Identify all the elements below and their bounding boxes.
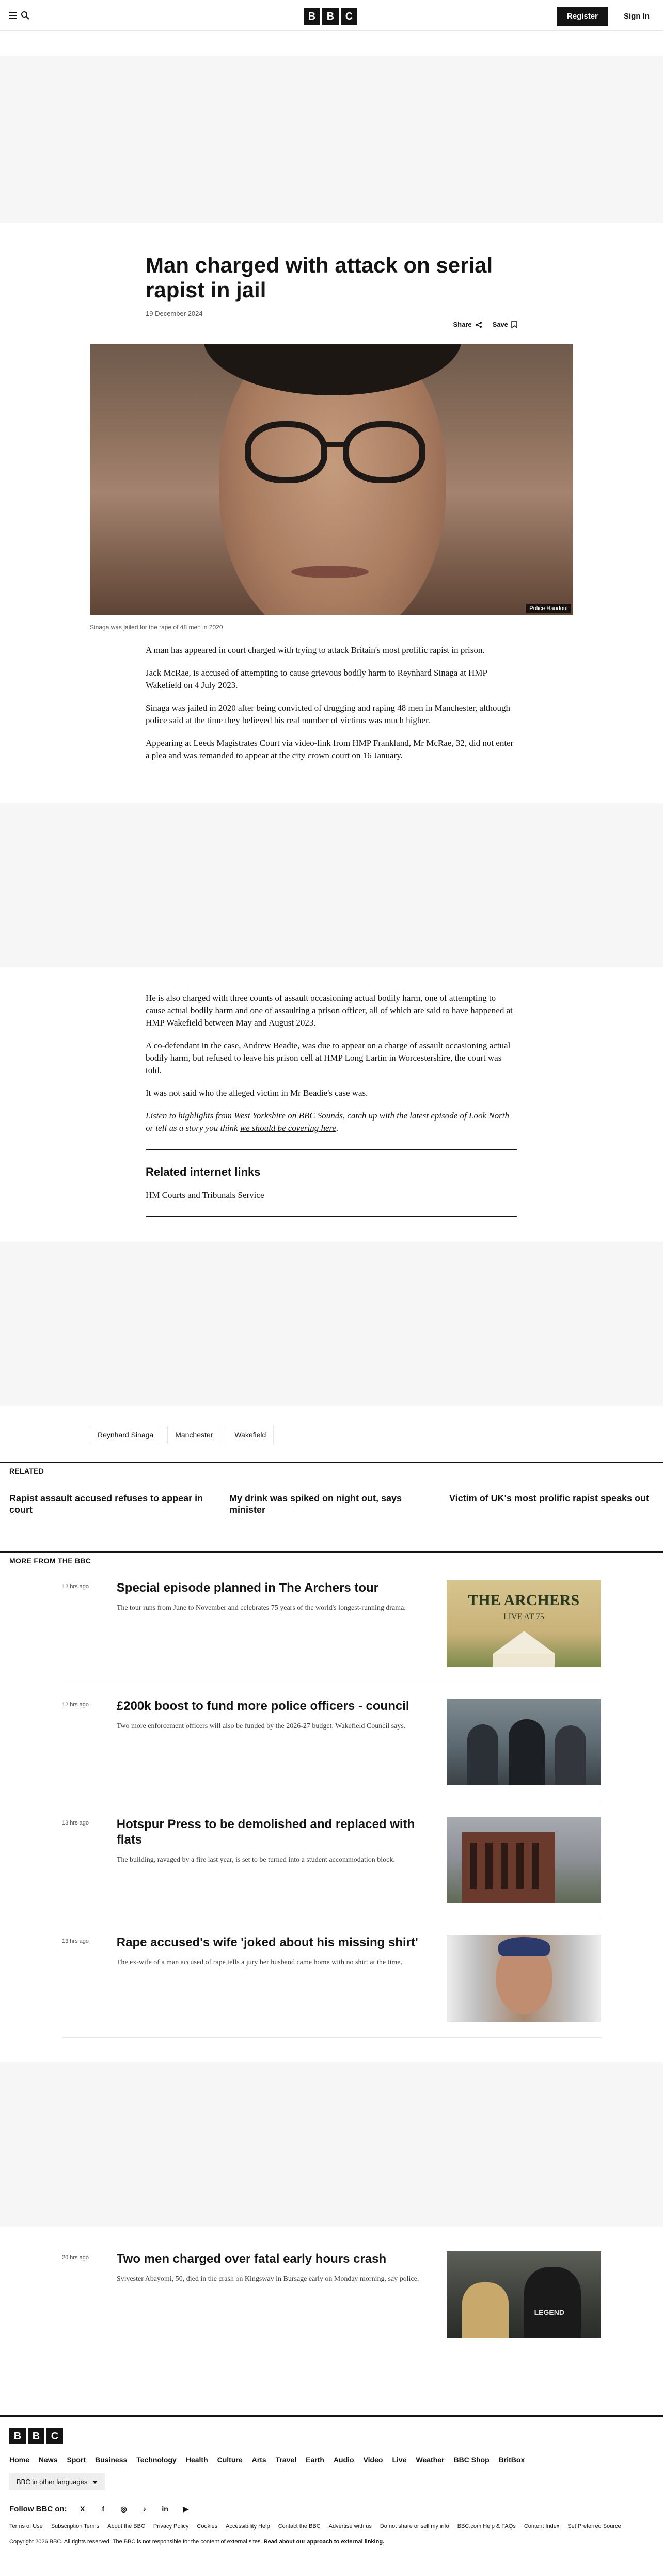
footer-nav [9,2456,654,2464]
legal-cookies[interactable]: Cookies [197,2523,218,2530]
legal-contact-bbc[interactable]: Contact the BBC [278,2523,321,2530]
advertisement-slot-top [0,56,663,223]
related-internet-links-title: Related internet links [146,1165,261,1178]
advertisement-slot-mid [0,803,663,967]
listen-middle: , catch up with the latest [342,1111,431,1121]
story-image-building [447,1817,601,1903]
image-caption: Sinaga was jailed for the rape of 48 men in 2020 [90,623,223,631]
paragraph: A man has appeared in court charged with trying to attack Britain's most prolific rapist in prison. [146,645,485,655]
photo-mouth [291,566,369,578]
story-card[interactable] [62,1935,601,2038]
footer-nav-travel[interactable]: Travel [275,2456,297,2464]
story-timestamp: 13 hrs ago [62,1820,89,1826]
other-languages-label: BBC in other languages [17,2478,88,2486]
story-timestamp: 12 hrs ago [62,1583,89,1590]
portrait-cap [498,1937,550,1956]
tent-base [493,1654,555,1667]
photo-glasses-bridge [323,442,348,447]
tent-shape [493,1631,555,1654]
story-image-archers [447,1580,601,1667]
footer-bbc-logo[interactable] [9,2428,654,2444]
photo-glasses-left [245,421,327,483]
story-image-police [447,1699,601,1785]
paragraph: It was not said who the alleged victim in Mr Beadie's case was. [146,1088,368,1098]
crash-person-left [462,2282,509,2338]
look-north-link[interactable]: episode of Look North [431,1111,509,1121]
logo-letter-c: C [46,2428,63,2444]
tag-manchester[interactable]: Manchester [167,1426,220,1444]
archers-title: THE ARCHERS [468,1592,580,1609]
footer-nav-arts[interactable]: Arts [251,2456,266,2464]
story-description: The ex-wife of a man accused of rape tells a jury her husband came home with no shirt at the time. [116,1959,402,1966]
legal-content-index[interactable]: Content Index [524,2523,560,2530]
story-title[interactable]: Rape accused's wife 'joked about his missing shirt' [116,1935,418,1949]
person-right [555,1725,586,1785]
logo-letter-b2: B [322,8,339,25]
story-description: The building, ravaged by a fire last year, is set to be turned into a student accommodation block. [116,1856,395,1864]
tag-wakefield[interactable]: Wakefield [227,1426,274,1444]
story-card[interactable] [62,2251,601,2354]
copyright-text: Copyright 2026 BBC. All rights reserved. The BBC is not responsible for the content of external sites. [9,2539,262,2545]
save-label: Save [492,321,508,328]
other-languages-dropdown[interactable] [9,2473,105,2490]
story-timestamp: 20 hrs ago [62,2254,89,2261]
story-title[interactable]: Two men charged over fatal early hours crash [116,2252,387,2266]
legal-privacy-policy[interactable]: Privacy Policy [153,2523,189,2530]
footer-nav-sport[interactable]: Sport [67,2456,86,2464]
related-label: RELATED [9,1467,44,1475]
article-body-bottom [146,992,517,1134]
footer-nav-earth[interactable]: Earth [306,2456,324,2464]
copyright [9,2539,654,2545]
facebook-icon[interactable]: f [102,2505,104,2513]
chevron-down-icon [92,2481,98,2484]
related-story[interactable]: Rapist assault accused refuses to appear in court [9,1493,203,1515]
register-button[interactable]: Register [557,7,608,26]
share-save-row [146,321,517,328]
related-internet-link[interactable]: HM Courts and Tribunals Service [146,1190,264,1200]
story-timestamp: 13 hrs ago [62,1938,89,1944]
paragraph: He is also charged with three counts of assault occasioning actual bodily harm, one of attempting to cause actual bodily harm and one of assaulting a prison officer, all of which are said to have happened at HMP Wakefield between May and August 2023. [146,993,513,1028]
instagram-icon[interactable]: ◎ [120,2504,127,2513]
footer-nav-audio[interactable]: Audio [333,2456,354,2464]
listen-suffix: . [336,1123,339,1133]
article-headline: Man charged with attack on serial rapist in jail [146,253,493,302]
lead-image [90,344,573,615]
tiktok-icon[interactable]: ♪ [143,2505,147,2513]
share-button[interactable] [453,321,482,328]
footer-nav-video[interactable]: Video [363,2456,383,2464]
story-card[interactable] [62,1817,601,1919]
follow-bbc-row [9,2504,654,2514]
follow-label: Follow BBC on: [9,2504,67,2514]
paragraph: Sinaga was jailed in 2020 after being convicted of drugging and raping 48 men in Manchester, although police said at the time they believed his real number of victims was much higher. [146,703,511,725]
share-label: Share [453,321,472,328]
story-description: The tour runs from June to November and celebrates 75 years of the world's longest-running drama. [116,1604,406,1612]
logo-letter-b2: B [28,2428,44,2444]
advertisement-slot-footer [0,2062,663,2227]
paragraph: A co-defendant in the case, Andrew Beadie, was due to appear on a charge of assault occasioning actual bodily harm, but refused to leave his prison cell at HMP Long Lartin in Worcestershire, the court was told. [146,1041,511,1075]
article [146,253,517,328]
footer-nav-technology[interactable]: Technology [136,2456,177,2464]
advertisement-slot-bottom [0,1242,663,1406]
listen-prefix: Listen to highlights from [146,1111,234,1121]
search-icon[interactable] [21,11,30,20]
footer-nav-weather[interactable]: Weather [416,2456,445,2464]
linkedin-icon[interactable]: in [162,2505,168,2513]
listen-middle-2: or tell us a story you think [146,1123,240,1133]
crash-person-right [524,2267,581,2338]
site-header [0,0,663,31]
legal-about-bbc[interactable]: About the BBC [107,2523,145,2530]
story-image-portrait [447,1935,601,2022]
story-description: Two more enforcement officers will also be funded by the 2026-27 budget, Wakefield Council says. [116,1722,406,1730]
divider [146,1216,517,1217]
more-from-bbc-section [0,1551,663,2038]
tag-reynhard-sinaga[interactable]: Reynhard Sinaga [90,1426,161,1444]
legal-advertise[interactable]: Advertise with us [328,2523,372,2530]
footer-nav-bbc-shop[interactable]: BBC Shop [453,2456,490,2464]
external-linking-link[interactable]: Read about our approach to external linking. [263,2539,385,2545]
building-windows [470,1843,547,1889]
story-card[interactable] [62,1699,601,1801]
story-title[interactable]: Hotspur Press to be demolished and replaced with flats [116,1817,415,1847]
listen-promo [146,1110,517,1134]
article-body-top [146,644,517,762]
bookmark-icon [511,321,517,328]
sign-in-link[interactable]: Sign In [624,12,650,21]
person-mid [509,1719,545,1785]
paragraph: Appearing at Leeds Magistrates Court via video-link from HMP Frankland, Mr McRae, 32, did not enter a plea and was remanded to appear at the city crown court on 16 January. [146,738,514,760]
photo-glasses-right [343,421,425,483]
story-card[interactable] [62,1580,601,1683]
logo-letter-b1: B [9,2428,26,2444]
shirt-text: LEGEND [534,2308,564,2316]
story-title[interactable]: Special episode planned in The Archers tour [116,1581,379,1595]
story-title[interactable]: £200k boost to fund more police officers - council [116,1699,409,1713]
bbc-sounds-link[interactable]: West Yorkshire on BBC Sounds [234,1111,343,1121]
footer-nav-business[interactable]: Business [95,2456,128,2464]
legal-terms-of-use[interactable]: Terms of Use [9,2523,43,2530]
legal-preferred-source[interactable]: Set Preferred Source [567,2523,621,2530]
image-credit: Police Handout [526,604,571,613]
story-timestamp: 12 hrs ago [62,1702,89,1708]
story-image-crash [447,2251,601,2338]
footer-nav-live[interactable]: Live [392,2456,407,2464]
share-icon [475,321,482,328]
person-left [467,1724,498,1785]
legal-subscription-terms[interactable]: Subscription Terms [51,2523,100,2530]
topic-tags [90,1406,573,1444]
legal-help-faqs[interactable]: BBC.com Help & FAQs [457,2523,516,2530]
footer-nav-britbox[interactable]: BritBox [498,2456,525,2464]
legal-accessibility-help[interactable]: Accessibility Help [226,2523,270,2530]
footer-nav-culture[interactable]: Culture [217,2456,243,2464]
logo-letter-b1: B [304,8,320,25]
save-button[interactable] [493,321,517,328]
bbc-logo[interactable] [304,8,357,25]
archers-subtitle: LIVE AT 75 [503,1612,544,1621]
x-icon[interactable]: X [80,2505,85,2513]
story-submit-link[interactable]: we should be covering here [240,1123,337,1133]
related-story[interactable]: My drink was spiked on night out, says minister [229,1493,402,1515]
more-from-bbc-label: MORE FROM THE BBC [9,1557,91,1565]
article-date: 19 December 2024 [146,310,203,317]
divider [146,1149,517,1150]
paragraph: Jack McRae, is accused of attempting to cause grievous bodily harm to Reynhard Sinaga at HMP Wakefield on 4 July 2023. [146,668,487,690]
footer-nav-news[interactable]: News [38,2456,58,2464]
menu-search-button[interactable] [9,9,30,22]
related-section [0,1462,663,1515]
youtube-icon[interactable]: ▶ [183,2504,189,2513]
site-footer [0,2415,663,2576]
legal-links [9,2523,654,2530]
footer-nav-health[interactable]: Health [185,2456,208,2464]
related-story[interactable]: Victim of UK's most prolific rapist speaks out [449,1493,650,1503]
logo-letter-c: C [341,8,357,25]
lead-image-figure [90,344,573,631]
legal-do-not-share[interactable]: Do not share or sell my info [380,2523,449,2530]
footer-nav-home[interactable]: Home [9,2456,29,2464]
story-description: Sylvester Abayomi, 50, died in the crash on Kingsway in Bursage early on Monday morning, say police. [116,2275,419,2283]
